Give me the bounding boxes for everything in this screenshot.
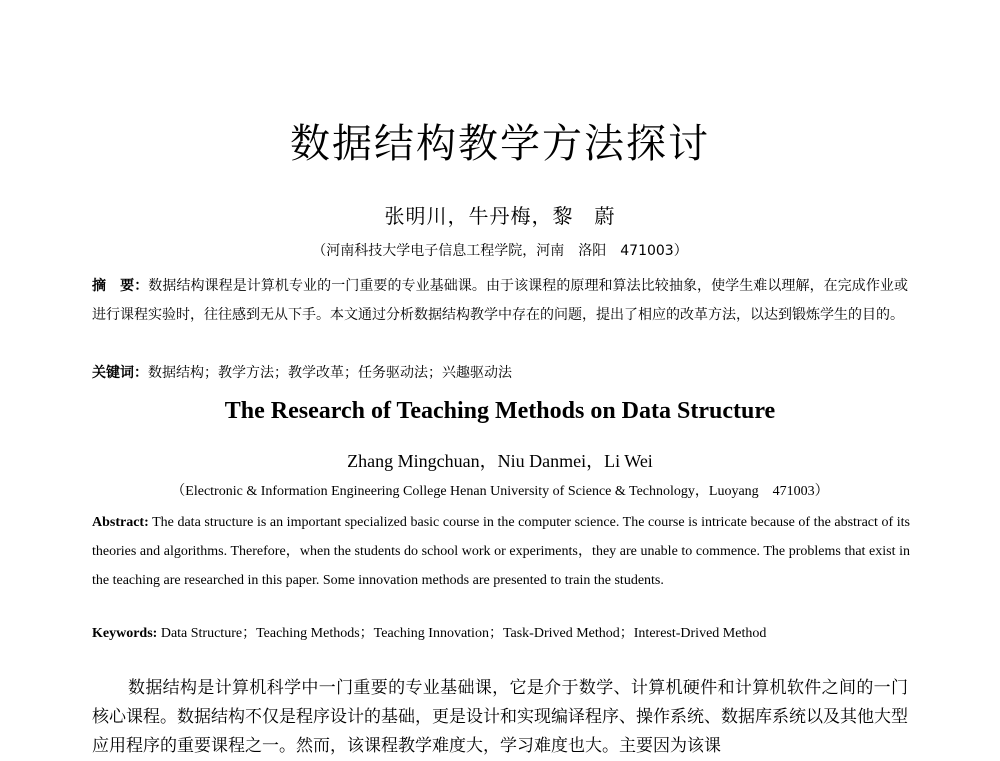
chinese-abstract-label: 摘 要： bbox=[92, 278, 149, 294]
body-paragraph: 数据结构是计算机科学中一门重要的专业基础课，它是介于数学、计算机硬件和计算机软件之间的一门核心课程。数据结构不仅是程序设计的基础，更是设计和实现编译程序、操作系统、数据库系统以及其他大型应用程序的重要课程之一。然而，该课程教学难度大，学习难度也大。主要因为该课 bbox=[92, 678, 908, 756]
chinese-keywords-label: 关键词： bbox=[92, 365, 148, 381]
english-title: The Research of Teaching Methods on Data Structure bbox=[224, 398, 776, 424]
english-keywords-label: Keywords: bbox=[92, 626, 158, 641]
chinese-abstract bbox=[92, 272, 908, 330]
chinese-abstract-text: 数据结构课程是计算机专业的一门重要的专业基础课。由于该课程的原理和算法比较抽象，使学生难以理解，在完成作业或进行课程实验时，往往感到无从下手。本文通过分析数据结构教学中存在的问题，提出了相应的改革方法，以达到锻炼学生的目的。 bbox=[92, 278, 908, 323]
english-keywords bbox=[92, 622, 910, 646]
english-abstract-label: Abstract: bbox=[92, 515, 149, 530]
english-authors: Zhang Mingchuan，Niu Danmei，Li Wei bbox=[347, 451, 653, 471]
english-abstract bbox=[92, 508, 910, 595]
english-keywords-text: Data Structure；Teaching Methods；Teaching Innovation；Task-Drived Method；Interest-Drived Method bbox=[157, 626, 767, 641]
chinese-authors: 张明川，牛丹梅，黎 蔚 bbox=[384, 204, 616, 228]
english-affiliation: （Electronic & Information Engineering College Henan University of Science & Technology，Luoyang 471003） bbox=[171, 484, 829, 499]
chinese-affiliation: （河南科技大学电子信息工程学院，河南 洛阳 471003） bbox=[312, 243, 688, 259]
chinese-keywords-text: 数据结构；教学方法；教学改革；任务驱动法；兴趣驱动法 bbox=[148, 365, 512, 381]
english-abstract-text: The data structure is an important specialized basic course in the computer science. The course is intricate because of the abstract of its theories and algorithms. Therefore，when the students do school work or experiments，they are unable to commence. The problems that exist in the teaching are researched in this paper. Some innovation methods are presented to train the students. bbox=[92, 515, 910, 588]
chinese-title: 数据结构教学方法探讨 bbox=[290, 121, 710, 167]
chinese-keywords bbox=[92, 359, 908, 388]
